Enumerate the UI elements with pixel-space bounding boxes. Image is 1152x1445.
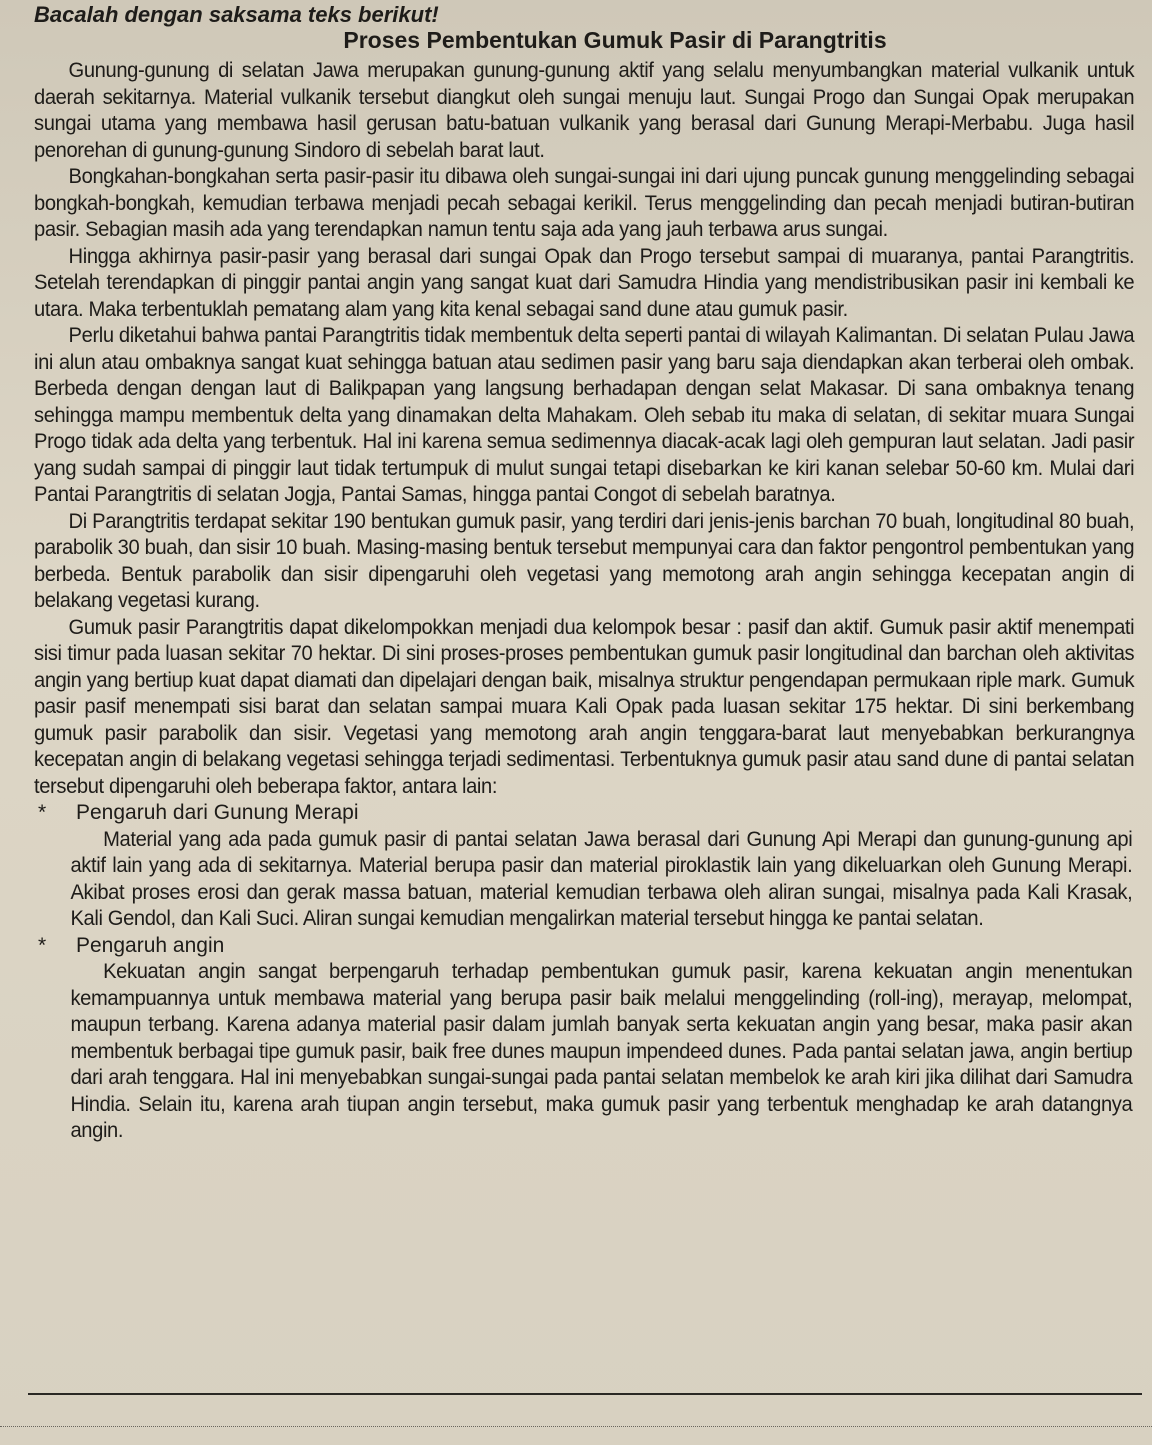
paragraph-2: Bongkahan-bongkahan serta pasir-pasir itu dibawa oleh sungai-sungai ini dari ujung puncak gunung menggelinding sebagai bongkah-bongkah, kemudian terbawa menjadi pecah sebagai kerikil. Terus menggelinding dan pecah menjadi butiran-butiran pasir. Sebagian masih ada yang terendapkan namun tentu saja ada yang jauh terbawa arus sungai. xyxy=(34,165,1135,241)
instruction-text: Bacalah dengan saksama teks berikut! xyxy=(34,2,439,27)
factor-merapi xyxy=(34,800,1136,933)
factor-heading: Pengaruh dari Gunung Merapi xyxy=(76,801,359,824)
factor-text: Material yang ada pada gumuk pasir di pantai selatan Jawa berasal dari Gunung Api Merapi dan gunung-gunung api aktif lain yang ada di sekitarnya. Material berupa pasir dan material piroklastik lain yang dikeluarkan oleh Gunung Merapi. Akibat proses erosi dan gerak massa batuan, material kemudian terbawa oleh aliran sungai, misalnya pada Kali Krasak, Kali Gendol, dan Kali Suci. Aliran sungai kemudian mengalirkan material tersebut hingga ke pantai selatan. xyxy=(70,827,1133,930)
factor-text: Kekuatan angin sangat berpengaruh terhadap pembentukan gumuk pasir, karena kekuatan angin menentukan kemampuannya untuk membawa material yang berupa pasir baik melalui menggelinding (roll-ing), merayap, melompat, maupun terbang. Karena adanya material pasir dalam jumlah banyak serta kekuatan angin yang besar, maka pasir akan membentuk berbagai tipe gumuk pasir, baik free dunes maupun impendeed dunes. Pada pantai selatan jawa, angin bertiup dari arah tenggara. Hal ini menyebabkan sungai-sungai pada pantai selatan membelok ke arah kiri jika dilihat dari Samudra Hindia. Selain itu, karena arah tiupan angin tersebut, maka gumuk pasir yang terbentuk menghadap ke arah datangnya angin. xyxy=(70,960,1133,1142)
paragraph-5: Di Parangtritis terdapat sekitar 190 bentukan gumuk pasir, yang terdiri dari jenis-jenis barchan 70 buah, longitudinal 80 buah, parabolik 30 buah, dan sisir 10 buah. Masing-masing bentuk tersebut mempunyai cara dan faktor pengontrol pembentukan yang berbeda. Bentuk parabolik dan sisir dipengaruhi oleh vegetasi yang memotong arah angin sehingga kecepatan angin di belakang vegetasi kurang. xyxy=(34,509,1135,612)
paragraph-6: Gumuk pasir Parangtritis dapat dikelompokkan menjadi dua kelompok besar : pasif dan aktif. Gumuk pasir aktif menempati sisi timur pada luasan sekitar 70 hektar. Di sini proses-proses pembentukan gumuk pasir longitudinal dan barchan oleh aktivitas angin yang bertiup kuat dapat diamati dan dipelajari dengan baik, misalnya struktur pengendapan permukaan riple mark. Gumuk pasir pasif menempati sisi barat dan selatan sampai muara Kali Opak pada luasan sekitar 175 hektar. Di sini berkembang gumuk pasir parabolik dan sisir. Vegetasi yang memotong arah angin tenggara-barat laut menyebabkan berkurangnya kecepatan angin di belakang vegetasi sehingga terjadi sedimentasi. Terbentuknya gumuk pasir atau sand dune di pantai selatan tersebut dipengaruhi oleh beberapa faktor, antara lain: xyxy=(34,615,1135,798)
paragraph-4: Perlu diketahui bahwa pantai Parangtritis tidak membentuk delta seperti pantai di wilayah Kalimantan. Di selatan Pulau Jawa ini alun atau ombaknya sangat kuat sehingga batuan atau sedimen pasir yang baru saja diendapkan akan terberai oleh ombak. Berbeda dengan dengan laut di Balikpapan yang langsung berhadapan dengan selat Makasar. Di sana ombaknya tenang sehingga mampu membentuk delta yang dinamakan delta Mahakam. Oleh sebab itu maka di selatan, di sekitar muara Sungai Progo tidak ada delta yang terbentuk. Hal ini karena semua sedimennya diacak-acak lagi oleh gempuran laut selatan. Jadi pasir yang sudah sampai di pinggir laut tidak tertumpuk di mulut sungai tetapi disebarkan ke kiri kanan selebar 50-60 km. Mulai dari Pantai Parangtritis di selatan Jogja, Pantai Samas, hingga pantai Congot di sebelah baratnya. xyxy=(34,324,1135,506)
factor-heading: Pengaruh angin xyxy=(76,933,225,957)
page-edge-line xyxy=(0,1426,1152,1427)
bottom-divider xyxy=(28,1393,1142,1395)
article-title: Proses Pembentukan Gumuk Pasir di Parangtritis xyxy=(343,27,887,53)
bullet-marker: * xyxy=(38,933,47,957)
bullet-marker: * xyxy=(38,801,47,824)
factor-heading-row xyxy=(34,933,1136,960)
paragraph-1: Gunung-gunung di selatan Jawa merupakan gunung-gunung aktif yang selalu menyumbangkan material vulkanik untuk daerah sekitarnya. Material vulkanik tersebut diangkut oleh sungai menuju laut. Sungai Progo dan Sungai Opak merupakan sungai utama yang membawa hasil gerusan batu-batuan vulkanik yang berasal dari Gunung Merapi-Merbabu. Juga hasil penorehan di gunung-gunung Sindoro di sebelah barat laut. xyxy=(34,59,1135,162)
paragraph-3: Hingga akhirnya pasir-pasir yang berasal dari sungai Opak dan Progo tersebut sampai di muaranya, pantai Parangtritis. Setelah terendapkan di pinggir pantai angin yang sangat kuat dari Samudra Hindia yang mendistribusikan pasir ini kembali ke utara. Maka terbentuklah pematang alam yang kita kenal sebagai sand dune atau gumuk pasir. xyxy=(34,244,1135,321)
factor-angin xyxy=(34,933,1136,1145)
factor-heading-row xyxy=(34,800,1136,827)
